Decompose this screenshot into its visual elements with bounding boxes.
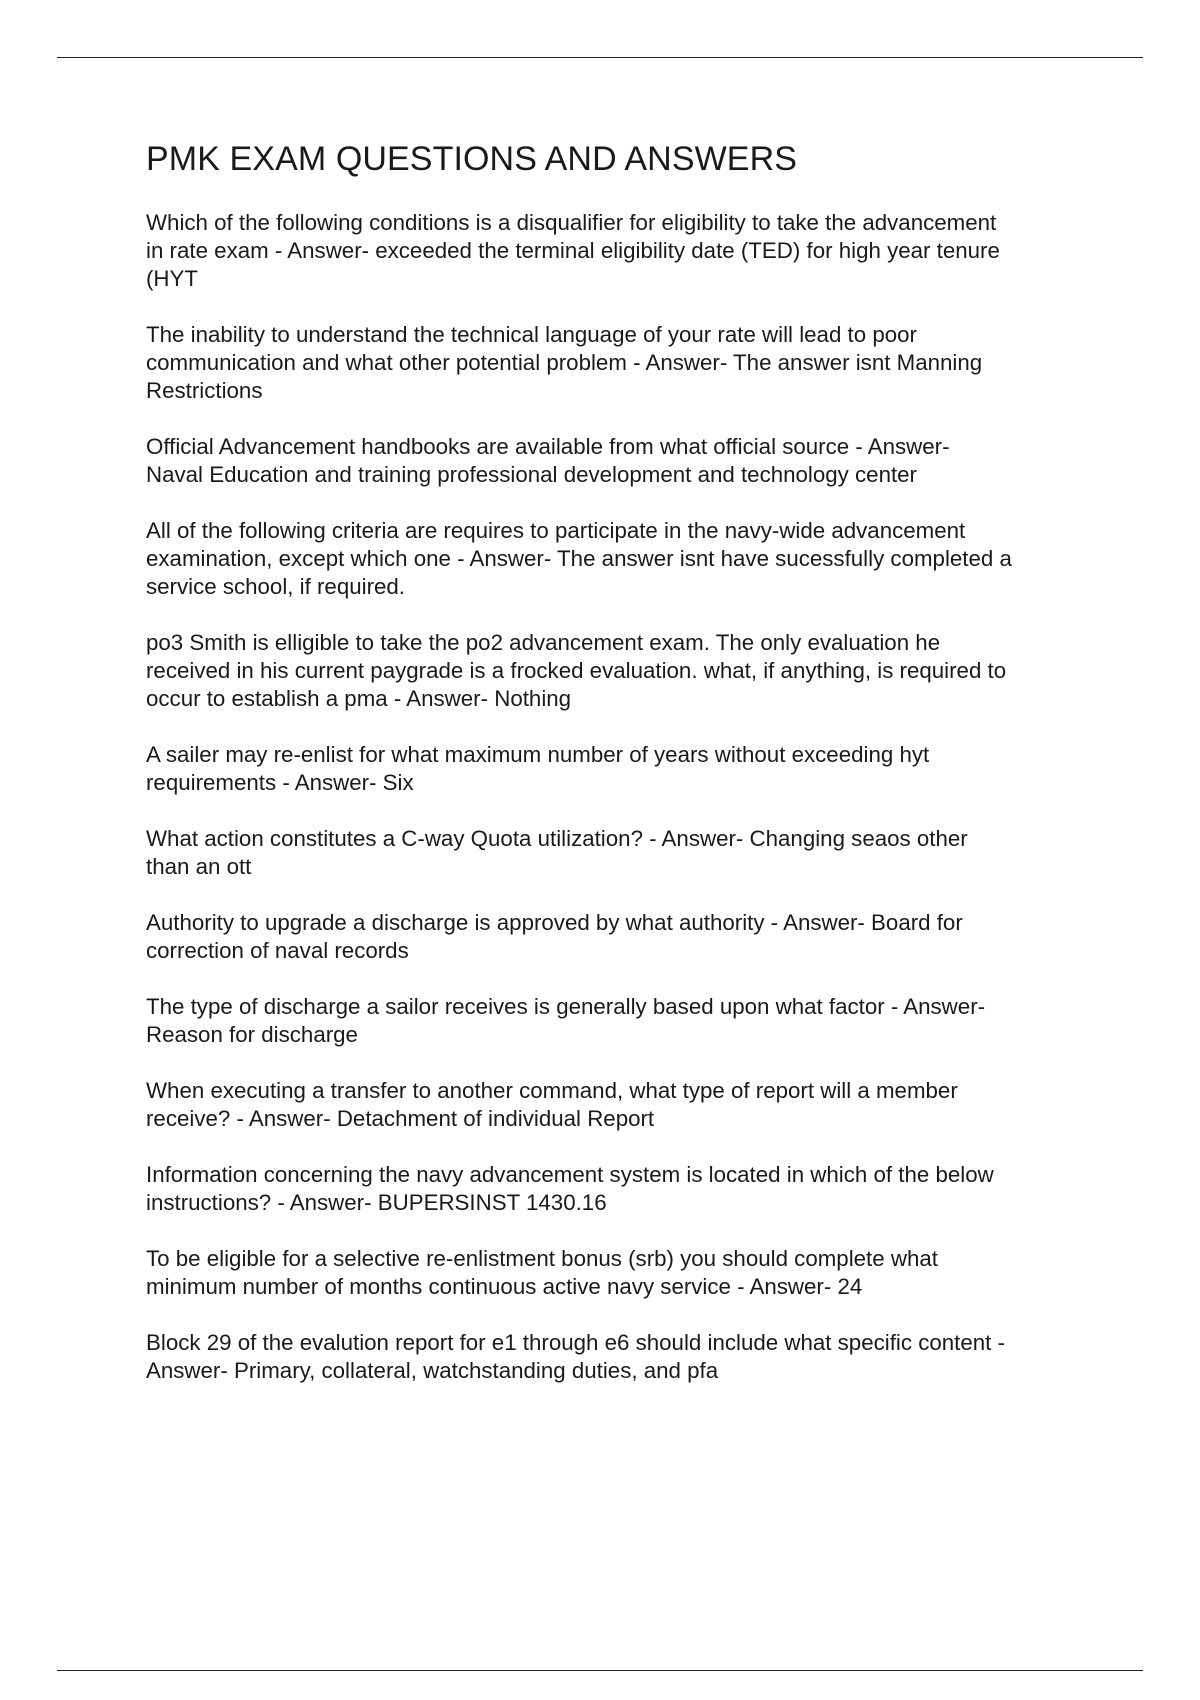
qa-item: Which of the following conditions is a disqualifier for eligibility to take the advancement in rate exam - Answer- exceeded the terminal eligibility date (TED) for high year tenure (HYT [146,210,1000,291]
qa-item: po3 Smith is elligible to take the po2 advancement exam. The only evaluation he received in his current paygrade is a frocked evaluation. what, if anything, is required to occur to establish a pma - Answer- Nothing [146,630,1007,711]
qa-item: When executing a transfer to another command, what type of report will a member receive? - Answer- Detachment of individual Report [146,1078,958,1131]
qa-item: The type of discharge a sailor receives is generally based upon what factor - Answer- Reason for discharge [146,994,986,1047]
qa-item: A sailer may re-enlist for what maximum number of years without exceeding hyt requirements - Answer- Six [146,742,930,795]
qa-item: Block 29 of the evalution report for e1 through e6 should include what specific content - Answer- Primary, collateral, watchstanding duties, and pfa [146,1330,1005,1383]
top-rule [57,57,1143,58]
document-title: PMK EXAM QUESTIONS AND ANSWERS [146,140,798,178]
qa-item: The inability to understand the technical language of your rate will lead to poor communication and what other potential problem - Answer- The answer isnt Manning Restrictions [146,322,983,403]
qa-item: Official Advancement handbooks are available from what official source - Answer- Naval Education and training professional development and technology center [146,434,950,487]
qa-item: Information concerning the navy advancement system is located in which of the below instructions? - Answer- BUPERSINST 1430.16 [146,1162,994,1215]
qa-item: What action constitutes a C-way Quota utilization? - Answer- Changing seaos other than an ott [146,826,968,879]
qa-item: To be eligible for a selective re-enlistment bonus (srb) you should complete what minimum number of months continuous active navy service - Answer- 24 [146,1246,938,1299]
qa-item: All of the following criteria are requires to participate in the navy-wide advancement examination, except which one - Answer- The answer isnt have sucessfully completed a service school, if required. [146,518,1012,599]
document-body [146,140,1096,1413]
bottom-rule [57,1670,1143,1671]
qa-item: Authority to upgrade a discharge is approved by what authority - Answer- Board for correction of naval records [146,910,963,963]
qa-list [146,209,1096,1385]
